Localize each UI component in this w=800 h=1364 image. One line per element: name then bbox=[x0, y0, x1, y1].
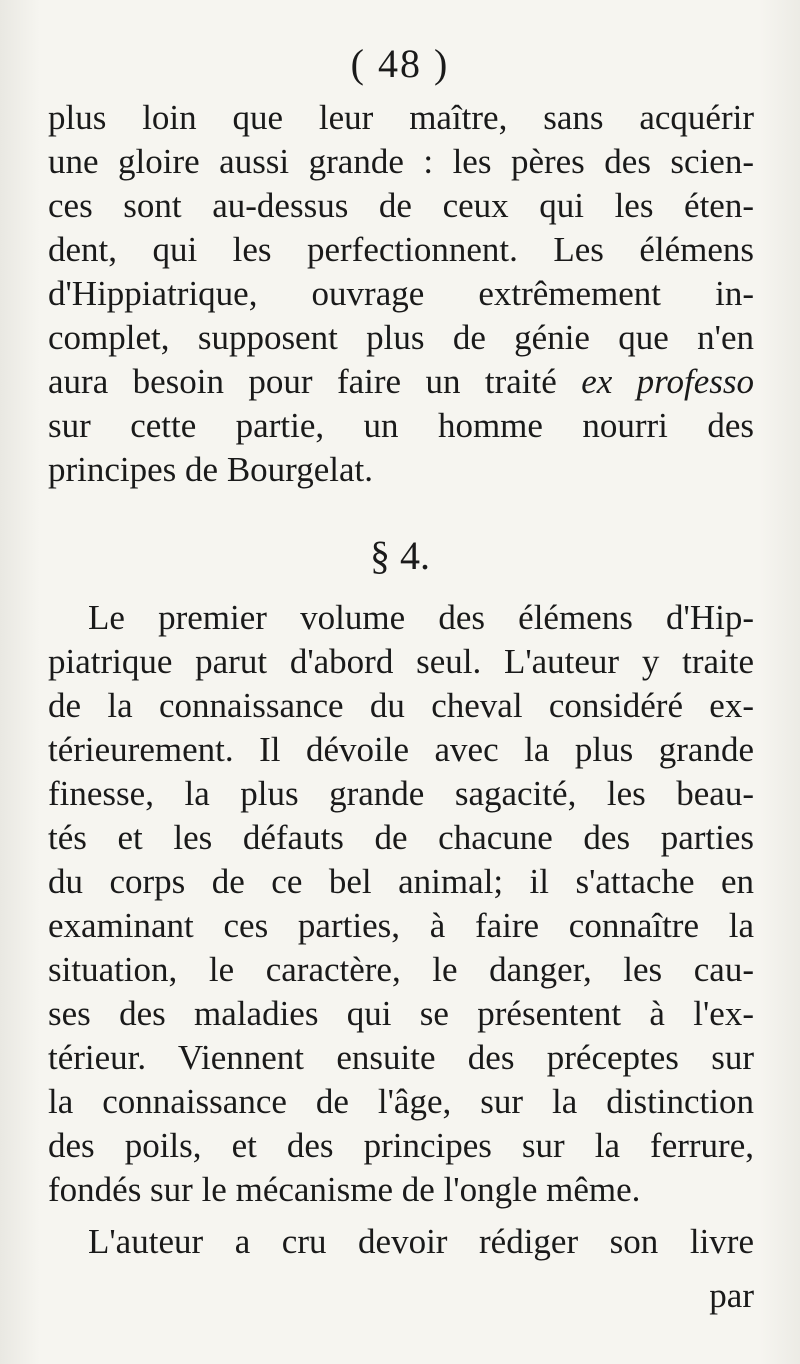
text-line: sur cette partie, un homme nourri des bbox=[48, 406, 754, 445]
text-line: d'Hippiatrique, ouvrage extrêmement in- bbox=[48, 274, 754, 313]
page-number: ( 48 ) bbox=[350, 41, 450, 86]
text-line: L'auteur a cru devoir rédiger son livre bbox=[88, 1222, 754, 1261]
text-line: ces sont au-dessus de ceux qui les éten- bbox=[48, 186, 754, 225]
text-line: plus loin que leur maître, sans acquérir bbox=[48, 98, 754, 137]
text-line: des poils, et des principes sur la ferrure, bbox=[48, 1126, 754, 1165]
section-heading: § 4. bbox=[370, 533, 430, 578]
text-line: térieurement. Il dévoile avec la plus grande bbox=[48, 730, 754, 769]
text-line: ses des maladies qui se présentent à l'ex- bbox=[48, 994, 754, 1033]
catchword: par bbox=[709, 1276, 754, 1315]
text-line: de la connaissance du cheval considéré ex- bbox=[48, 686, 754, 725]
text-line: Le premier volume des élémens d'Hip- bbox=[88, 598, 754, 637]
text-line: dent, qui les perfectionnent. Les élémens bbox=[48, 230, 754, 269]
text-line: une gloire aussi grande : les pères des scien- bbox=[48, 142, 754, 181]
text-line: principes de Bourgelat. bbox=[48, 450, 373, 489]
text-line: finesse, la plus grande sagacité, les beau- bbox=[48, 774, 754, 813]
text-line: aura besoin pour faire un traité ex professo bbox=[48, 362, 754, 401]
text-line: du corps de ce bel animal; il s'attache en bbox=[48, 862, 754, 901]
text-line: examinant ces parties, à faire connaître la bbox=[48, 906, 754, 945]
text-line: piatrique parut d'abord seul. L'auteur y traite bbox=[48, 642, 754, 681]
text-line: térieur. Viennent ensuite des préceptes sur bbox=[48, 1038, 754, 1077]
text-line: complet, supposent plus de génie que n'en bbox=[48, 318, 754, 357]
text-line: fondés sur le mécanisme de l'ongle même. bbox=[48, 1170, 641, 1209]
text-line: tés et les défauts de chacune des parties bbox=[48, 818, 754, 857]
text-line: la connaissance de l'âge, sur la distinction bbox=[48, 1082, 754, 1121]
text-line: situation, le caractère, le danger, les cau- bbox=[48, 950, 754, 989]
